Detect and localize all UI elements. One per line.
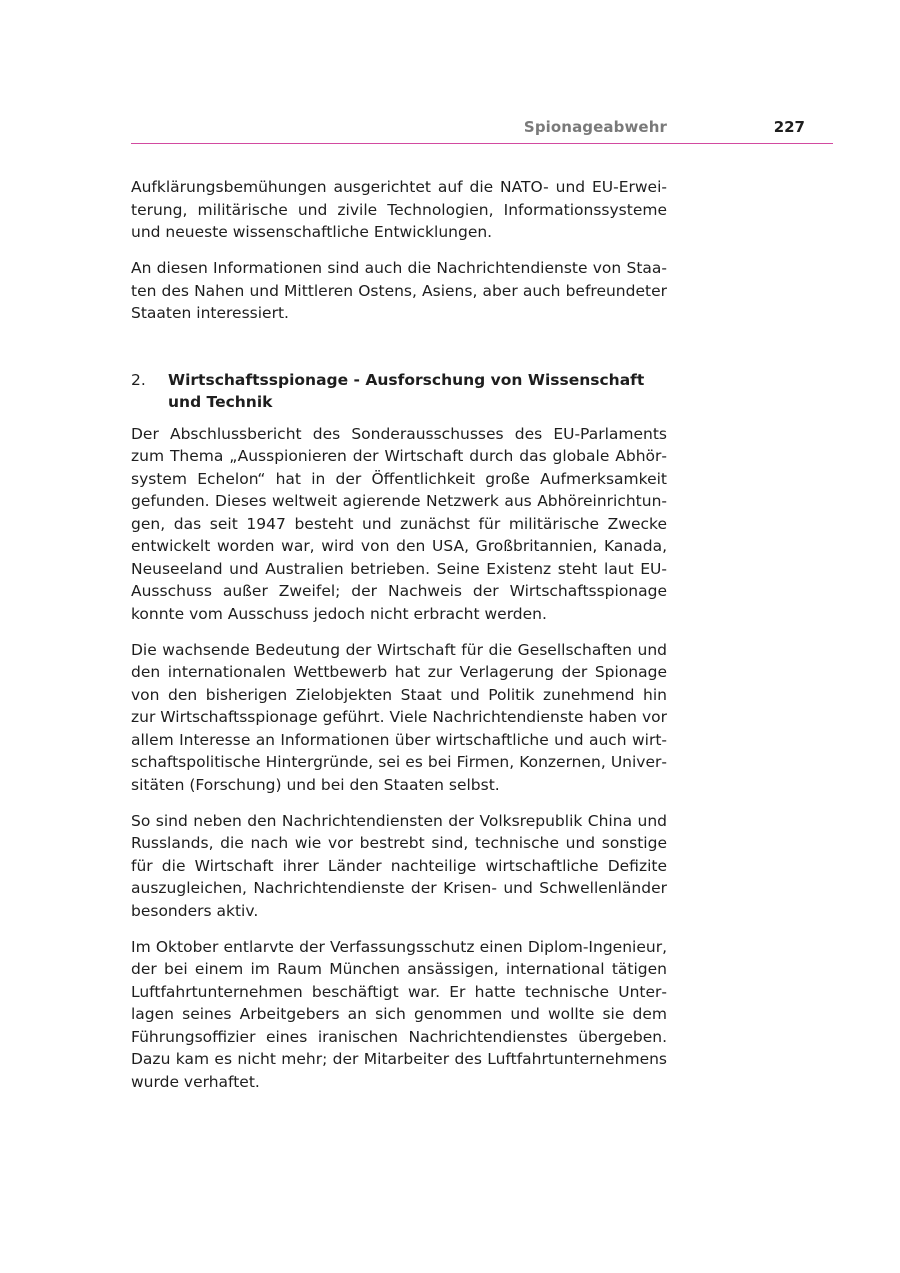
section-heading — [131, 369, 667, 414]
paragraph: Der Abschlussbericht des Sonderausschusses des EU-Parlaments zum Thema „Ausspionieren der Wirtschaft durch das globale Abhörsystem Echelon“ hat in der Öffentlichkeit große Aufmerksamkeit gefunden. Dieses weltweit agierende Netzwerk aus Abhöreinrichtungen, das seit 1947 besteht und zunächst für militärische Zwecke entwickelt worden war, wird von den USA, Großbritannien, Kanada, Neuseeland und Australien betrieben. Seine Existenz steht laut EU-Ausschuss außer Zweifel; der Nachweis der Wirtschaftsspionage konnte vom Ausschuss jedoch nicht erbracht werden. — [131, 424, 667, 623]
body-text-column — [131, 176, 667, 1107]
paragraph: An diesen Informationen sind auch die Nachrichtendienste von Staaten des Nahen und Mittleren Ostens, Asiens, aber auch befreundeter Staaten interessiert. — [131, 259, 667, 322]
section-number: 2. — [131, 370, 146, 389]
paragraph: Aufklärungsbemühungen ausgerichtet auf die NATO- und EU-Erweiterung, militärische und zivile Technologien, Informationssysteme und neueste wissenschaftliche Entwicklungen. — [131, 178, 667, 241]
paragraph: Die wachsende Bedeutung der Wirtschaft für die Gesellschaften und den internationalen Wettbewerb hat zur Verlagerung der Spionage von den bisherigen Zielobjekten Staat und Politik zunehmend hin zur Wirtschaftsspionage geführt. Viele Nachrichtendienste haben vor allem Interesse an Informationen über wirtschaftliche und auch wirtschaftspolitische Hintergründe, sei es bei Firmen, Konzernen, Universitäten (Forschung) und bei den Staaten selbst. — [131, 640, 667, 794]
paragraph: Im Oktober entlarvte der Verfassungsschutz einen Diplom-Ingenieur, der bei einem im Raum München ansässigen, international tätigen Luftfahrtunternehmen beschäftigt war. Er hatte technische Unterlagen seines Arbeitgebers an sich genommen und wollte sie dem Führungsoffizier eines iranischen Nachrichtendienstes übergeben. Dazu kam es nicht mehr; der Mitarbeiter des Luftfahrtunternehmens wurde verhaftet. — [131, 937, 667, 1091]
page-header — [131, 116, 833, 144]
running-title: Spionageabwehr — [523, 118, 667, 136]
page-number: 227 — [773, 118, 805, 136]
paragraph: So sind neben den Nachrichtendiensten der Volksrepublik China und Russlands, die nach wie vor bestrebt sind, technische und sonstige für die Wirtschaft ihrer Länder nachteilige wirtschaftliche Defizite auszugleichen, Nachrichtendienste der Krisen- und Schwellenländer besonders aktiv. — [131, 811, 667, 920]
section-title: Wirtschaftsspionage - Ausforschung von Wissenschaft und Technik — [168, 370, 645, 411]
